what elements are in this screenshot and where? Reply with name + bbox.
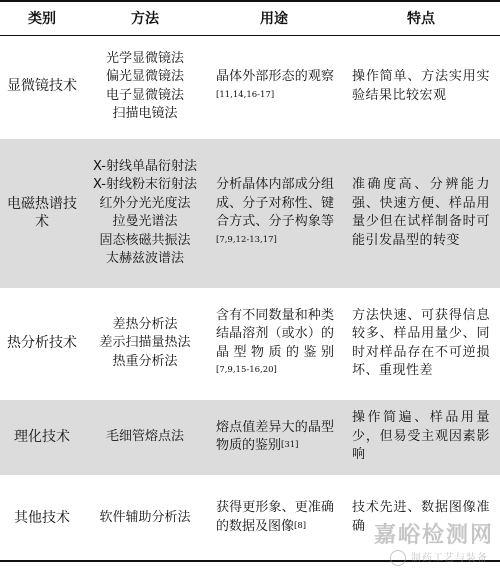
use-text: 熔点值差异大的晶型物质的鉴别 xyxy=(216,419,334,453)
table-row xyxy=(0,288,500,399)
header-features: 特点 xyxy=(342,1,500,35)
reference-superscript: [31] xyxy=(281,440,299,450)
method-item: X-射线粉末衍射法 xyxy=(93,177,197,192)
method-item: 毛细管熔点法 xyxy=(105,428,184,444)
row-methods xyxy=(84,475,206,561)
row-use xyxy=(206,399,342,475)
row-use xyxy=(206,35,342,138)
row-category: 电磁热谱技术 xyxy=(0,138,84,288)
use-text: 含有不同数量和种类结晶溶剂（或水）的晶型物质的鉴别 xyxy=(216,307,334,360)
row-features: 操作简单、方法实用实验结果比较宏观 xyxy=(342,35,500,138)
row-methods xyxy=(84,35,206,138)
header-use: 用途 xyxy=(206,1,342,35)
method-item: X-射线单晶衍射法 xyxy=(93,158,197,174)
header-method: 方法 xyxy=(84,1,206,35)
method-item: 太赫兹波谱法 xyxy=(105,251,184,266)
reference-superscript: [7,9,12-13,17] xyxy=(216,234,277,245)
row-features: 方法快速、可获得信息较多、样品用量少、同时对样品存在不可逆损坏、重现性差 xyxy=(342,288,500,399)
row-methods xyxy=(84,138,206,288)
table-row xyxy=(0,475,500,561)
reference-superscript: [7,9,15-16,20] xyxy=(216,365,277,375)
row-category: 显微镜技术 xyxy=(0,35,84,138)
row-category: 其他技术 xyxy=(0,475,84,561)
method-item: 拉曼光谱法 xyxy=(112,214,178,229)
row-use xyxy=(206,138,342,288)
watermark-subtitle: 制药工艺与装备 xyxy=(411,553,488,564)
method-item: 电子显微镜法 xyxy=(105,87,184,103)
table-row xyxy=(0,138,500,288)
method-item: 红外分光光度法 xyxy=(99,195,191,211)
row-category: 理化技术 xyxy=(0,399,84,475)
header-category: 类别 xyxy=(0,1,84,35)
use-text: 分析晶体内部成分组成、分子对称性、键合方式、分子构象等 xyxy=(216,177,334,229)
table-header-row xyxy=(0,1,500,35)
row-features: 准确度高、分辨能力强、快速方便、样品用量少但在试样制备时可能引发晶型的转变 xyxy=(342,138,500,288)
reference-superscript: [8] xyxy=(294,520,307,531)
method-item: 差示扫描量热法 xyxy=(99,335,191,351)
method-item: 差热分析法 xyxy=(112,316,178,332)
watermark-title: 嘉峪检测网 xyxy=(373,523,494,548)
row-features: 操作简遍、样品用量少，但易受主观因素影响 xyxy=(342,399,500,475)
row-use xyxy=(206,288,342,399)
row-features: 技术先进、数据图像准确 xyxy=(342,475,500,561)
method-item: 偏光显微镜法 xyxy=(105,69,184,84)
method-item: 软件辅助分析法 xyxy=(99,509,191,525)
row-category: 热分析技术 xyxy=(0,288,84,399)
row-methods xyxy=(84,288,206,399)
reference-superscript: [11,14,16-17] xyxy=(216,89,275,100)
table-row xyxy=(0,399,500,475)
method-item: 固态核磁共振法 xyxy=(99,232,191,248)
method-item: 扫描电镜法 xyxy=(112,106,178,121)
row-methods xyxy=(84,399,206,475)
table-row xyxy=(0,35,500,138)
row-use xyxy=(206,475,342,561)
use-text: 晶体外部形态的观察 xyxy=(216,69,334,84)
method-item: 光学显微镜法 xyxy=(105,50,184,66)
use-text: 获得更形象、更准确的数据及图像 xyxy=(216,500,334,534)
method-item: 热重分析法 xyxy=(112,353,178,369)
